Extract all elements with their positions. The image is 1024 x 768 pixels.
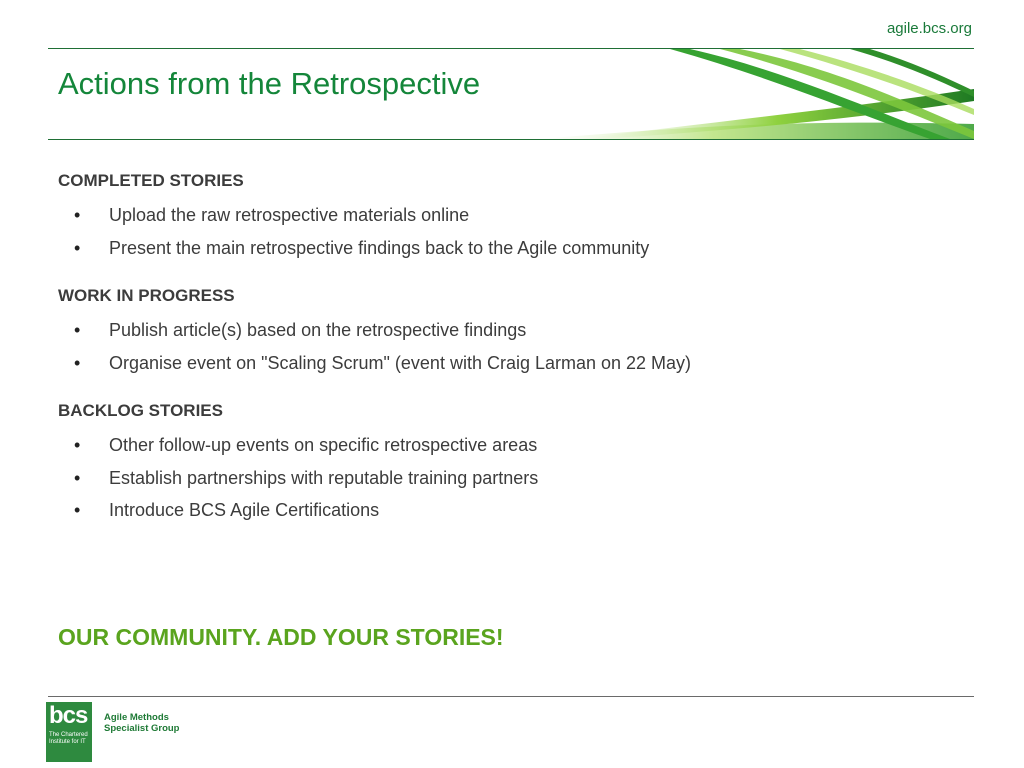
header-divider-bottom: [48, 139, 974, 140]
bullet-icon: •: [74, 500, 81, 520]
section-backlog-stories: [58, 400, 958, 527]
list-item: [58, 494, 958, 527]
bullet-icon: •: [74, 205, 81, 225]
list-item: [58, 462, 958, 495]
section-heading: COMPLETED STORIES: [58, 171, 244, 190]
footer-divider: [48, 696, 974, 697]
bullet-list: [58, 429, 958, 527]
list-item: [58, 429, 958, 462]
list-item-text: Establish partnerships with reputable training partners: [109, 467, 539, 488]
bullet-list: [58, 199, 958, 264]
section-heading: BACKLOG STORIES: [58, 401, 223, 420]
slide-content: [58, 170, 958, 548]
logo-tagline: The Chartered Institute for IT: [49, 732, 88, 745]
specialist-group-name: Agile Methods Specialist Group: [104, 712, 180, 734]
list-item-text: Publish article(s) based on the retrospective findings: [109, 320, 527, 340]
section-heading: WORK IN PROGRESS: [58, 286, 235, 305]
page-title: Actions from the Retrospective: [58, 66, 481, 101]
list-item-text: Other follow-up events on specific retrospective areas: [109, 435, 538, 455]
bullet-icon: •: [74, 435, 81, 455]
section-work-in-progress: [58, 285, 958, 379]
list-item: [58, 199, 958, 232]
green-swoosh-graphic: [540, 49, 974, 139]
list-item-text: Present the main retrospective findings back to the Agile community: [109, 237, 650, 258]
list-item: [58, 347, 958, 380]
bullet-icon: •: [74, 352, 81, 373]
bullet-icon: •: [74, 237, 81, 258]
list-item: [58, 314, 958, 347]
bullet-list: [58, 314, 958, 379]
bullet-icon: •: [74, 467, 81, 488]
section-completed-stories: [58, 170, 958, 264]
site-url-link[interactable]: agile.bcs.org: [886, 20, 972, 37]
list-item-text: Organise event on "Scaling Scrum" (event with Craig Larman on 22 May): [109, 352, 692, 373]
bcs-logo: [46, 702, 92, 762]
bullet-icon: •: [74, 320, 81, 340]
list-item: [58, 232, 958, 265]
call-to-action: OUR COMMUNITY. ADD YOUR STORIES!: [58, 624, 504, 650]
list-item-text: Upload the raw retrospective materials online: [109, 205, 470, 225]
list-item-text: Introduce BCS Agile Certifications: [109, 500, 380, 520]
logo-wordmark: bcs: [49, 702, 88, 729]
